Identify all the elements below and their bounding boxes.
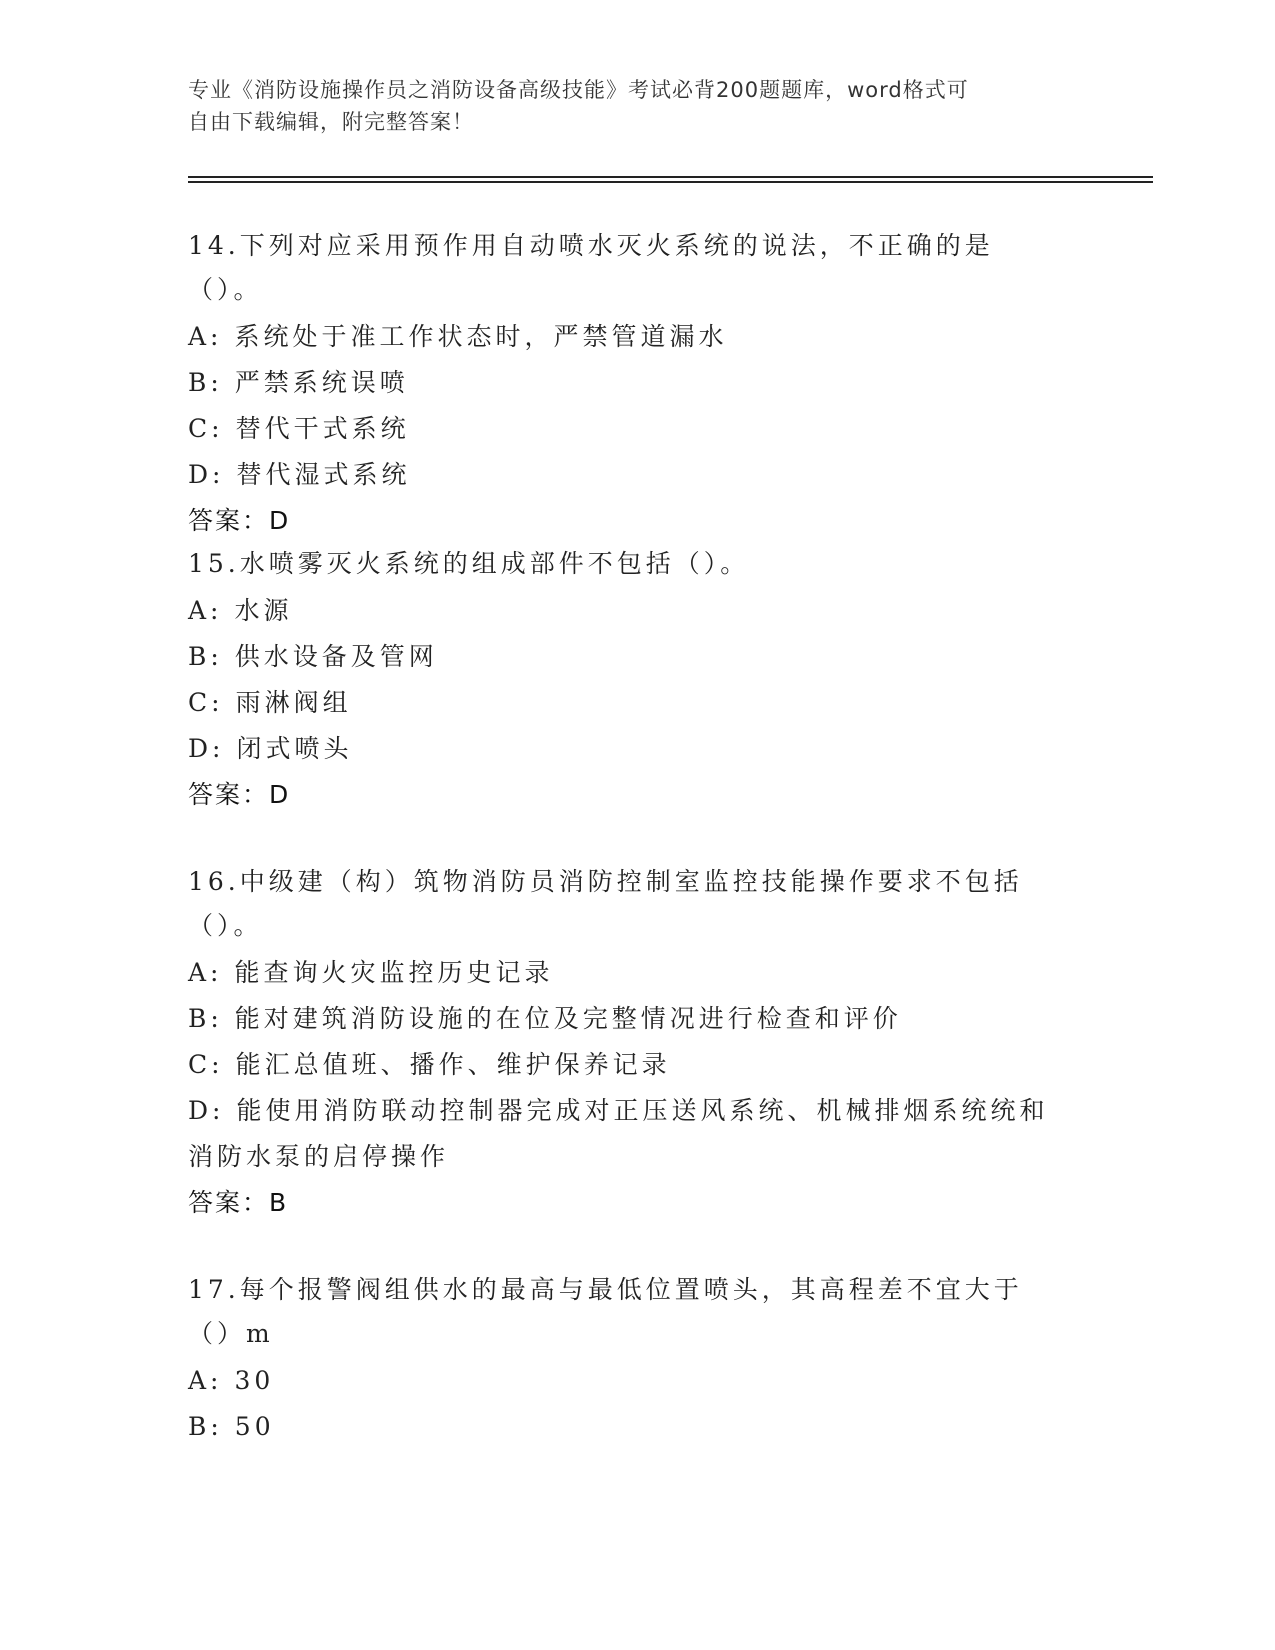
option-a <box>188 950 1068 996</box>
option-b <box>188 360 1068 406</box>
option-text: 替代干式系统 <box>235 414 410 443</box>
option-text: 严禁系统误喷 <box>234 368 409 397</box>
header-line-2: 自由下载编辑，附完整答案！ <box>188 110 474 134</box>
option-text: 雨淋阀组 <box>235 688 352 717</box>
option-b <box>188 996 1068 1042</box>
option-text: 系统处于准工作状态时，严禁管道漏水 <box>234 322 728 351</box>
option-d <box>188 1088 1068 1180</box>
option-text: 能汇总值班、播作、维护保养记录 <box>235 1050 671 1079</box>
option-letter: C: <box>188 414 224 443</box>
header-line-1: 专业《消防设施操作员之消防设备高级技能》考试必背200题题库，word格式可 <box>188 78 969 102</box>
answer-line: 答案：B <box>188 1188 289 1217</box>
option-letter: A: <box>188 1366 223 1395</box>
option-letter: D: <box>188 1096 225 1125</box>
option-text: 能使用消防联动控制器完成对正压送风系统、机械排烟系统统和消防水泵的启停操作 <box>188 1096 1049 1171</box>
option-letter: B: <box>188 1004 223 1033</box>
option-b <box>188 634 1068 680</box>
option-text: 水源 <box>234 596 293 625</box>
question-16 <box>188 860 1068 1226</box>
option-d <box>188 726 1068 772</box>
option-text: 替代湿式系统 <box>236 460 411 489</box>
option-letter: B: <box>188 1412 223 1441</box>
option-b <box>188 1404 1068 1450</box>
option-c <box>188 1042 1068 1088</box>
option-text: 能查询火灾监控历史记录 <box>234 958 554 987</box>
option-letter: B: <box>188 642 223 671</box>
option-text: 能对建筑消防设施的在位及完整情况进行检查和评价 <box>234 1004 902 1033</box>
option-d <box>188 452 1068 498</box>
option-letter: A: <box>188 596 223 625</box>
option-a <box>188 314 1068 360</box>
option-a <box>188 588 1068 634</box>
option-letter: B: <box>188 368 223 397</box>
option-c <box>188 680 1068 726</box>
question-17 <box>188 1268 1068 1450</box>
option-letter: A: <box>188 322 223 351</box>
option-text: 30 <box>234 1366 275 1395</box>
option-text: 供水设备及管网 <box>234 642 438 671</box>
option-text: 50 <box>234 1412 275 1441</box>
option-letter: A: <box>188 958 223 987</box>
header-divider-bottom <box>188 181 1153 183</box>
option-letter: D: <box>188 460 225 489</box>
option-letter: C: <box>188 688 224 717</box>
option-letter: C: <box>188 1050 224 1079</box>
header-divider-top <box>188 176 1153 178</box>
answer-line: 答案：D <box>188 506 291 535</box>
answer-line: 答案：D <box>188 780 291 809</box>
question-stem: 17.每个报警阀组供水的最高与最低位置喷头，其高程差不宜大于（）m <box>188 1275 1023 1348</box>
option-text: 闭式喷头 <box>236 734 353 763</box>
question-stem: 14.下列对应采用预作用自动喷水灭火系统的说法，不正确的是（）。 <box>188 231 994 304</box>
question-14 <box>188 224 1068 544</box>
option-a <box>188 1358 1068 1404</box>
document-header <box>188 74 1088 138</box>
option-c <box>188 406 1068 452</box>
question-15 <box>188 542 1068 818</box>
question-stem: 16.中级建（构）筑物消防员消防控制室监控技能操作要求不包括（）。 <box>188 867 1023 940</box>
question-stem: 15.水喷雾灭火系统的组成部件不包括（）。 <box>188 549 750 578</box>
option-letter: D: <box>188 734 225 763</box>
